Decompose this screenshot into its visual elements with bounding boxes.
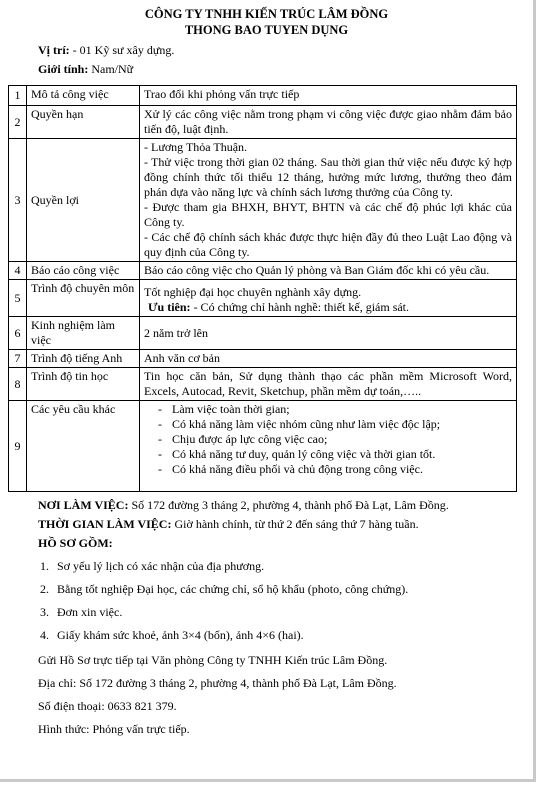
table-row — [9, 106, 517, 139]
row-label: Trình độ chuyên môn — [27, 280, 140, 317]
row-number: 3 — [9, 139, 27, 262]
list-item: - Chịu được áp lực công việc cao; — [144, 432, 512, 447]
interview-form: Hình thức: Phỏng vấn trực tiếp. — [38, 722, 190, 736]
priority-label: Ưu tiên: — [148, 300, 191, 314]
document-heading: THONG BAO TUYEN DỤNG — [184, 23, 349, 37]
table-row — [9, 368, 517, 401]
row-number: 2 — [9, 106, 27, 139]
list-item: - Có khả năng điều phối và chủ động trong công việc. — [144, 462, 512, 477]
row-label: Báo cáo công việc — [27, 262, 140, 280]
job-meta — [0, 41, 533, 79]
documents-heading: HỒ SƠ GỒM: — [38, 536, 113, 550]
requirements-list — [144, 402, 512, 477]
worktime-value: Giờ hành chính, từ thứ 2 đến sáng thứ 7 hàng tuần. — [171, 517, 419, 531]
workplace-label: NƠI LÀM VIỆC: — [38, 498, 129, 512]
row-number: 5 — [9, 280, 27, 317]
list-item: - Có khả năng làm việc nhóm cũng như làm việc độc lập; — [144, 417, 512, 432]
row-label: Mô tả công việc — [27, 86, 140, 106]
row-label: Quyền lợi — [27, 139, 140, 262]
row-label: Các yêu cầu khác — [27, 401, 140, 492]
benefit-item: - Các chế độ chính sách khác được thực hiện đầy đủ theo Luật Lao động và quy định của Công ty. — [144, 230, 512, 259]
row-value: Anh văn cơ bản — [140, 350, 517, 368]
job-table — [8, 85, 517, 492]
list-item: - Làm việc toàn thời gian; — [144, 402, 512, 417]
list-item: 4. Giấy khám sức khoẻ, ảnh 3×4 (bốn), ảnh 4×6 (hai). — [52, 626, 533, 645]
list-item: 3. Đơn xin việc. — [52, 603, 533, 622]
workplace-line — [38, 496, 533, 515]
priority-value: - Có chứng chỉ hành nghề: thiết kế, giám sát. — [190, 300, 410, 314]
row-number: 1 — [9, 86, 27, 106]
gender-line — [38, 60, 533, 79]
priority-line — [144, 300, 512, 315]
benefit-item: - Được tham gia BHXH, BHYT, BHTN và các chế độ phúc lợi khác của Công ty. — [144, 200, 512, 229]
row-value — [140, 139, 517, 262]
table-row — [9, 280, 517, 317]
position-label: Vị trí: — [38, 43, 70, 57]
row-label: Trình độ tin học — [27, 368, 140, 401]
work-info — [0, 496, 533, 553]
table-row — [9, 262, 517, 280]
row-number: 8 — [9, 368, 27, 401]
row-value: Báo cáo công việc cho Quản lý phòng và Ban Giám đốc khi có yêu cầu. — [140, 262, 517, 280]
address: Địa chỉ: Số 172 đường 3 tháng 2, phường 4, thành phố Đà Lạt, Lâm Đồng. — [38, 676, 397, 690]
row-value: Xử lý các công việc nằm trong phạm vi công việc được giao nhằm đảm bảo tiến độ, luật định. — [140, 106, 517, 139]
row-value — [140, 401, 517, 492]
row-label: Trình độ tiếng Anh — [27, 350, 140, 368]
table-row — [9, 139, 517, 262]
workplace-value: Số 172 đường 3 tháng 2, phường 4, thành phố Đà Lạt, Lâm Đồng. — [128, 498, 449, 512]
phone: Số điện thoại: 0633 821 379. — [38, 699, 177, 713]
list-item: - Có khả năng tư duy, quản lý công việc và thời gian tốt. — [144, 447, 512, 462]
list-item: 2. Bằng tốt nghiệp Đại học, các chứng chỉ, sổ hộ khẩu (photo, công chứng). — [52, 580, 533, 599]
row-label: Kinh nghiệm làm việc — [27, 317, 140, 350]
row-value — [140, 280, 517, 317]
row-number: 4 — [9, 262, 27, 280]
worktime-line — [38, 515, 533, 534]
row-value: 2 năm trở lên — [140, 317, 517, 350]
worktime-label: THỜI GIAN LÀM VIỆC: — [38, 517, 172, 531]
row-number: 7 — [9, 350, 27, 368]
row-number: 9 — [9, 401, 27, 492]
gender-label: Giới tính: — [38, 62, 89, 76]
benefit-item: - Lương Thỏa Thuận. — [144, 140, 248, 154]
send-instructions: Gửi Hồ Sơ trực tiếp tại Văn phòng Công ty TNHH Kiến trúc Lâm Đồng. — [38, 653, 388, 667]
table-row — [9, 350, 517, 368]
gender-value: Nam/Nữ — [88, 62, 134, 76]
company-name: CÔNG TY TNHH KIẾN TRÚC LÂM ĐỒNG — [144, 7, 389, 21]
benefit-item: - Thử việc trong thời gian 02 tháng. Sau thời gian thử việc nếu được ký hợp đồng chính thức tối thiểu 12 tháng, hưởng mức lương, thưởng theo đảm phán dựa vào năng lực và chính sách lương thưởng của Công ty. — [144, 155, 512, 199]
position-value: - 01 Kỹ sư xây dựng. — [69, 43, 175, 57]
table-row — [9, 86, 517, 106]
row-value: Tin học căn bản, Sử dụng thành thạo các phần mềm Microsoft Word, Excels, Autocad, Revit, Sketchup, phần mềm dự toán,….. — [140, 368, 517, 401]
row-value: Trao đổi khi phỏng vấn trực tiếp — [140, 86, 517, 106]
position-line — [38, 41, 533, 60]
contact-info — [0, 651, 533, 739]
row-label: Quyền hạn — [27, 106, 140, 139]
documents-list — [0, 557, 533, 645]
qualification-text: Tốt nghiệp đại học chuyên nghành xây dựng. — [144, 285, 362, 299]
table-row — [9, 317, 517, 350]
row-number: 6 — [9, 317, 27, 350]
table-row — [9, 401, 517, 492]
list-item: 1. Sơ yếu lý lịch có xác nhận của địa phương. — [52, 557, 533, 576]
